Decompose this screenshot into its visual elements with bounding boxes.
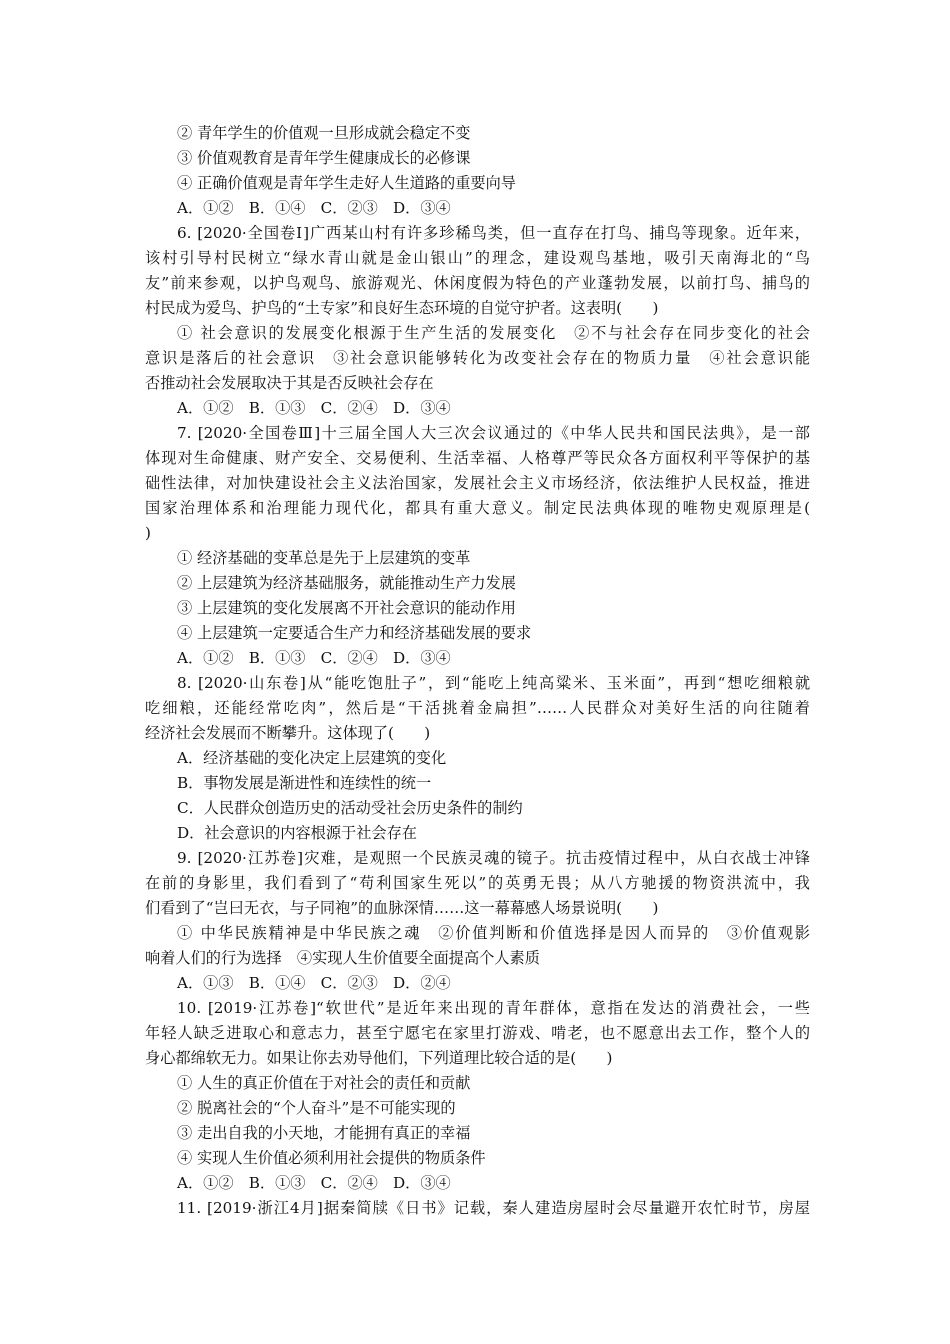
q6-option-line: 意识是落后的社会意识 ③社会意识能够转化为改变社会存在的物质力量 ④社会意识能	[145, 349, 810, 367]
q6-option-line: 否推动社会发展取决于其是否反映社会存在	[145, 374, 434, 392]
q7-stem-line: 国家治理体系和治理能力现代化，都具有重大意义。制定民法典体现的唯物史观原理是(	[145, 499, 810, 517]
q10-stem-line: 10. [2019·江苏卷]“软世代”是近年来出现的青年群体，意指在发达的消费社会，一些	[177, 999, 810, 1017]
q10-stem-line: 身心都绵软无力。如果让你去劝导他们，下列道理比较合适的是( )	[145, 1049, 613, 1067]
q8-stem-line: 经济社会发展而不断攀升。这体现了( )	[145, 724, 431, 742]
q9-stem-line: 9. [2020·江苏卷]灾难，是观照一个民族灵魂的镜子。抗击疫情过程中，从白衣战士冲锋	[177, 849, 810, 867]
q9-answers: A．①③ B．①④ C．②③ D．②④	[177, 974, 451, 992]
q8-option: A．经济基础的变化决定上层建筑的变化	[177, 749, 447, 767]
q10-answers: A．①② B．①③ C．②④ D．③④	[177, 1174, 451, 1192]
q7-option: ① 经济基础的变革总是先于上层建筑的变革	[177, 549, 471, 567]
q9-stem-line: 在前的身影里，我们看到了“苟利国家生死以”的英勇无畏；从八方驰援的物资洪流中，我	[145, 874, 810, 892]
q7-stem-line: 体现对生命健康、财产安全、交易便利、生活幸福、人格尊严等民众各方面权利平等保护的基	[145, 449, 810, 467]
q6-option-line: ① 社会意识的发展变化根源于生产生活的发展变化 ②不与社会存在同步变化的社会	[177, 324, 810, 342]
q8-stem-line: 8. [2020·山东卷]从“能吃饱肚子”，到“能吃上纯高粱米、玉米面”，再到“想吃细粮就	[177, 674, 810, 692]
q9-option-line: ① 中华民族精神是中华民族之魂 ②价值判断和价值选择是因人而异的 ③价值观影	[177, 924, 810, 942]
q5-option-3: ③ 价值观教育是青年学生健康成长的必修课	[177, 149, 471, 167]
q11-stem-line: 11. [2019·浙江4月]据秦简牍《日书》记载，秦人建造房屋时会尽量避开农忙时节，房屋	[177, 1199, 810, 1217]
q7-answers: A．①② B．①③ C．②④ D．③④	[177, 649, 451, 667]
q10-option: ② 脱离社会的“个人奋斗”是不可能实现的	[177, 1099, 456, 1117]
q7-option: ③ 上层建筑的变化发展离不开社会意识的能动作用	[177, 599, 516, 617]
q10-option: ③ 走出自我的小天地，才能拥有真正的幸福	[177, 1124, 471, 1142]
q8-option: B．事物发展是渐进性和连续性的统一	[177, 774, 432, 792]
document-body	[145, 121, 810, 1221]
q6-stem-line: 友”前来参观，以护鸟观鸟、旅游观光、休闲度假为特色的产业蓬勃发展，以前打鸟、捕鸟的	[145, 274, 810, 292]
q7-stem-line: 础性法律，对加快建设社会主义法治国家，发展社会主义市场经济，依法维护人民权益，推进	[145, 474, 810, 492]
q5-answers: A．①② B．①④ C．②③ D．③④	[177, 199, 451, 217]
q8-option: D．社会意识的内容根源于社会存在	[177, 824, 417, 842]
q7-stem-line: )	[145, 524, 151, 542]
q6-answers: A．①② B．①③ C．②④ D．③④	[177, 399, 451, 417]
q9-stem-line: 们看到了“岂曰无衣，与子同袍”的血脉深情……这一幕幕感人场景说明( )	[145, 899, 659, 917]
q8-option: C．人民群众创造历史的活动受社会历史条件的制约	[177, 799, 523, 817]
q10-option: ④ 实现人生价值必须利用社会提供的物质条件	[177, 1149, 486, 1167]
q7-option: ④ 上层建筑一定要适合生产力和经济基础发展的要求	[177, 624, 532, 642]
q9-option-line: 响着人们的行为选择 ④实现人生价值要全面提高个人素质	[145, 949, 540, 967]
q6-stem-line: 6. [2020·全国卷Ⅰ]广西某山村有许多珍稀鸟类，但一直存在打鸟、捕鸟等现象。近年来，	[177, 224, 810, 242]
q6-stem-line: 村民成为爱鸟、护鸟的“土专家”和良好生态环境的自觉守护者。这表明( )	[145, 299, 659, 317]
q10-option: ① 人生的真正价值在于对社会的责任和贡献	[177, 1074, 471, 1092]
q7-option: ② 上层建筑为经济基础服务，就能推动生产力发展	[177, 574, 516, 592]
q5-option-4: ④ 正确价值观是青年学生走好人生道路的重要向导	[177, 174, 516, 192]
q8-stem-line: 吃细粮，还能经常吃肉”，然后是“干活挑着金扁担”……人民群众对美好生活的向往随着	[145, 699, 810, 717]
q5-option-2: ② 青年学生的价值观一旦形成就会稳定不变	[177, 124, 471, 142]
q10-stem-line: 年轻人缺乏进取心和意志力，甚至宁愿宅在家里打游戏、啃老，也不愿意出去工作，整个人的	[145, 1024, 810, 1042]
q6-stem-line: 该村引导村民树立“绿水青山就是金山银山”的理念，建设观鸟基地，吸引天南海北的“鸟	[145, 249, 810, 267]
q7-stem-line: 7. [2020·全国卷Ⅲ]十三届全国人大三次会议通过的《中华人民共和国民法典》，是一部	[177, 424, 810, 442]
